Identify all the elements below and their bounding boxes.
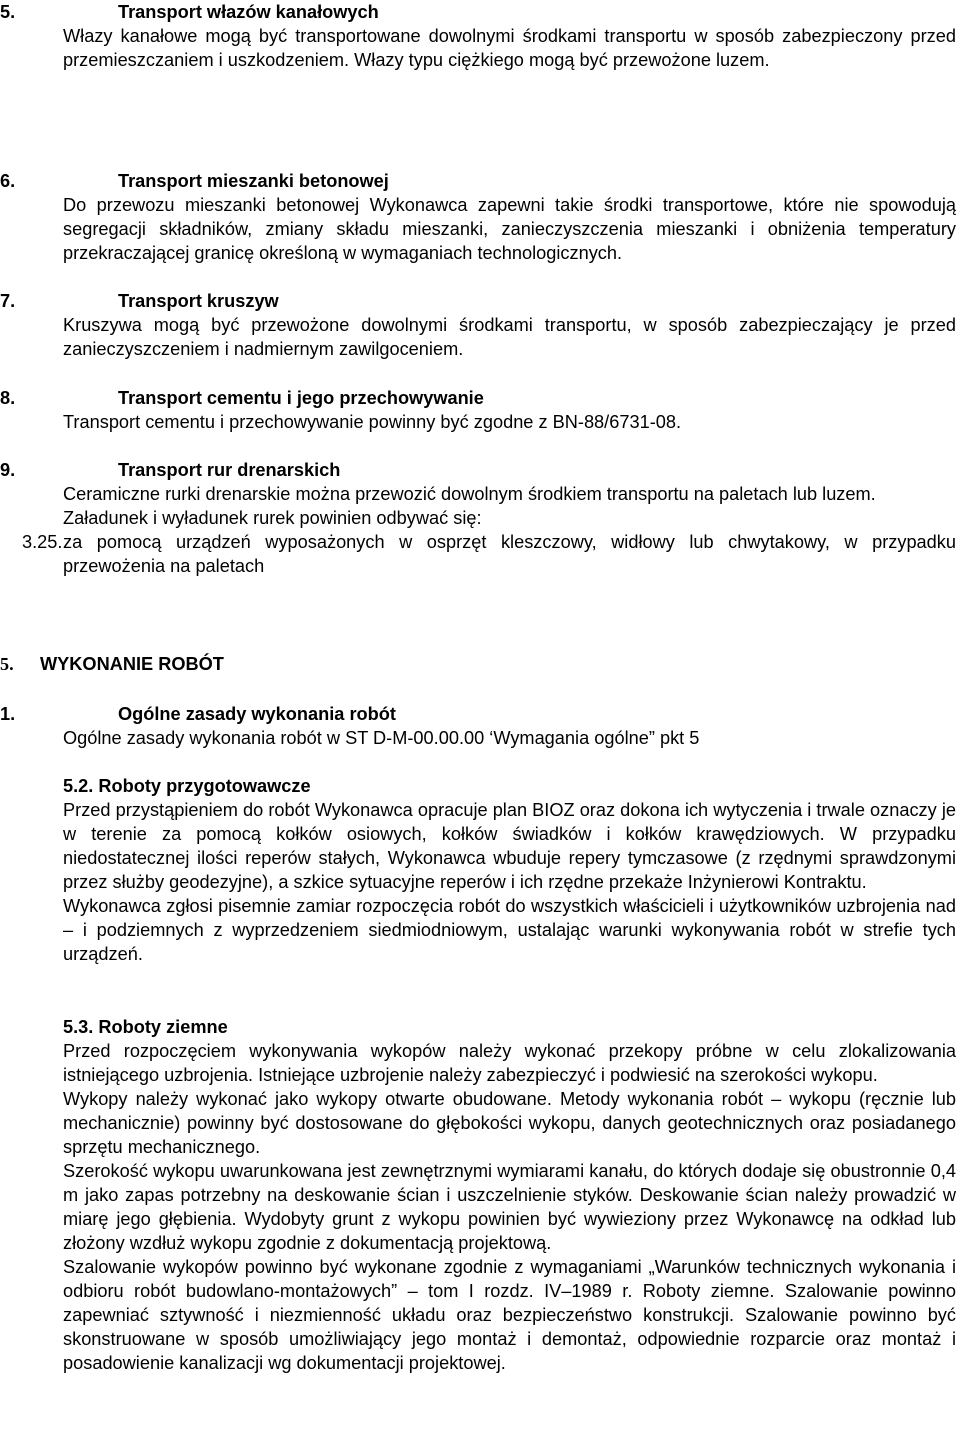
section-number: 6. <box>0 171 16 191</box>
paragraph: Przed przystąpieniem do robót Wykonawca opracuje plan BIOZ oraz dokona ich wytyczenia i trwale oznaczy je w terenie za pomocą kołków osiowych, kołków świadków i kołków krawędziowych. W przypadku niedostatecznej ilości reperów stałych, Wykonawca wbuduje repery tymczasowe (z rzędnymi sprawdzonymi przez służby geodezyjne), a szkice sytuacyjne reperów i ich rzędne przekaże Inżynierowi Kontraktu. <box>63 800 956 892</box>
paragraph: Przed rozpoczęciem wykonywania wykopów należy wykonać przekopy próbne w celu zlokalizowania istniejącego uzbrojenia. Istniejące uzbrojenie należy zabezpieczyć i podwiesić na szerokości wykopu. <box>63 1041 956 1085</box>
section-title: Transport włazów kanałowych <box>118 2 379 22</box>
section-roboty-przygotowawcze <box>0 774 960 966</box>
chapter-heading-row <box>0 652 960 676</box>
section-transport-cementu <box>0 386 960 434</box>
section-transport-mieszanki <box>0 169 960 265</box>
section-heading <box>0 0 960 24</box>
section-number: 8. <box>0 388 16 408</box>
section-ogolne-zasady <box>0 702 960 750</box>
section-transport-kruszyw <box>0 289 960 361</box>
section-title: 5.2. Roboty przygotowawcze <box>63 776 311 796</box>
list-item <box>22 530 956 578</box>
section-title: Transport kruszyw <box>118 291 279 311</box>
section-number: 7. <box>0 291 16 311</box>
chapter-title: WYKONANIE ROBÓT <box>40 654 224 674</box>
section-title: Transport rur drenarskich <box>118 460 341 480</box>
section-heading <box>0 386 960 410</box>
section-number: 1. <box>0 704 16 724</box>
chapter-heading <box>0 652 960 676</box>
section-text: Włazy kanałowe mogą być transportowane dowolnymi środkami transportu w sposób zabezpieczony przed przemieszczaniem i uszkodzeniem. Włazy typu ciężkiego mogą być przewożone luzem. <box>63 26 956 70</box>
section-title: Transport cementu i jego przechowywanie <box>118 388 484 408</box>
paragraph: Szalowanie wykopów powinno być wykonane zgodnie z wymaganiami „Warunków technicznych wykonania i odbioru robót budowlano-montażowych” – tom I rozdz. IV–1989 r. Roboty ziemne. Szalowanie powinno zapewniać sztywność i niezmienność układu oraz bezpieczeństwo konstrukcji. Szalowanie powinno być skonstruowane w sposób umożliwiający jego montaż i demontaż, odpowiednie rozparcie oraz montaż i posadowienie kanalizacji wg dokumentacji projektowej. <box>63 1257 956 1373</box>
section-heading <box>0 702 960 726</box>
paragraph: Szerokość wykopu uwarunkowana jest zewnętrznymi wymiarami kanału, do których dodaje się obustronnie 0,4 m jako zapas potrzebny na deskowanie ścian i uszczelnienie styków. Deskowanie ścian należy prowadzić w miarę jego głębienia. Wydobyty grunt z wykopu powinien być wywieziony przez Wykonawcę na odkład lub złożony wzdłuż wykopu zgodnie z dokumentacją projektową. <box>63 1161 956 1253</box>
section-heading <box>0 169 960 193</box>
list-item-text: za pomocą urządzeń wyposażonych w osprzęt kleszczowy, widłowy lub chwytakowy, w przypadku przewożenia na paletach <box>63 532 956 576</box>
chapter-number: 5. <box>0 654 14 674</box>
section-text: Do przewozu mieszanki betonowej Wykonawca zapewni takie środki transportowe, które nie spowodują segregacji składników, zmiany składu mieszanki, zanieczyszczenia mieszanki i obniżenia temperatury przekraczającej granicę określoną w wymaganiach technologicznych. <box>63 195 956 263</box>
section-text-2: Załadunek i wyładunek rurek powinien odbywać się: <box>63 508 482 528</box>
section-roboty-ziemne <box>0 1015 960 1375</box>
list-item-number: 3.25. <box>22 532 63 552</box>
section-title: Ogólne zasady wykonania robót <box>118 704 396 724</box>
section-title: 5.3. Roboty ziemne <box>63 1017 228 1037</box>
section-heading <box>0 289 960 313</box>
section-text: Transport cementu i przechowywanie powinny być zgodne z BN-88/6731-08. <box>63 412 682 432</box>
paragraph: Wykopy należy wykonać jako wykopy otwarte obudowane. Metody wykonania robót – wykopu (ręcznie lub mechanicznie) powinny być dostosowane do głębokości wykopu, danych geotechnicznych oraz posiadanego sprzętu mechanicznego. <box>63 1089 956 1157</box>
section-transport-wlazow <box>0 0 960 72</box>
section-heading <box>0 458 960 482</box>
section-text: Ogólne zasady wykonania robót w ST D-M-00.00.00 ‘Wymagania ogólne” pkt 5 <box>63 728 700 748</box>
section-transport-rur <box>0 458 960 578</box>
section-title: Transport mieszanki betonowej <box>118 171 389 191</box>
section-number: 5. <box>0 2 16 22</box>
section-text: Ceramiczne rurki drenarskie można przewozić dowolnym środkiem transportu na paletach lub luzem. <box>63 484 876 504</box>
paragraph: Wykonawca zgłosi pisemnie zamiar rozpoczęcia robót do wszystkich właścicieli i użytkowników uzbrojenia nad – i podziemnych z wyprzedzeniem siedmiodniowym, ustalając warunki wykonywania robót w strefie tych urządzeń. <box>63 896 956 964</box>
section-text: Kruszywa mogą być przewożone dowolnymi środkami transportu, w sposób zabezpieczający je przed zanieczyszczeniem i nadmiernym zawilgoceniem. <box>63 315 956 359</box>
section-number: 9. <box>0 460 16 480</box>
